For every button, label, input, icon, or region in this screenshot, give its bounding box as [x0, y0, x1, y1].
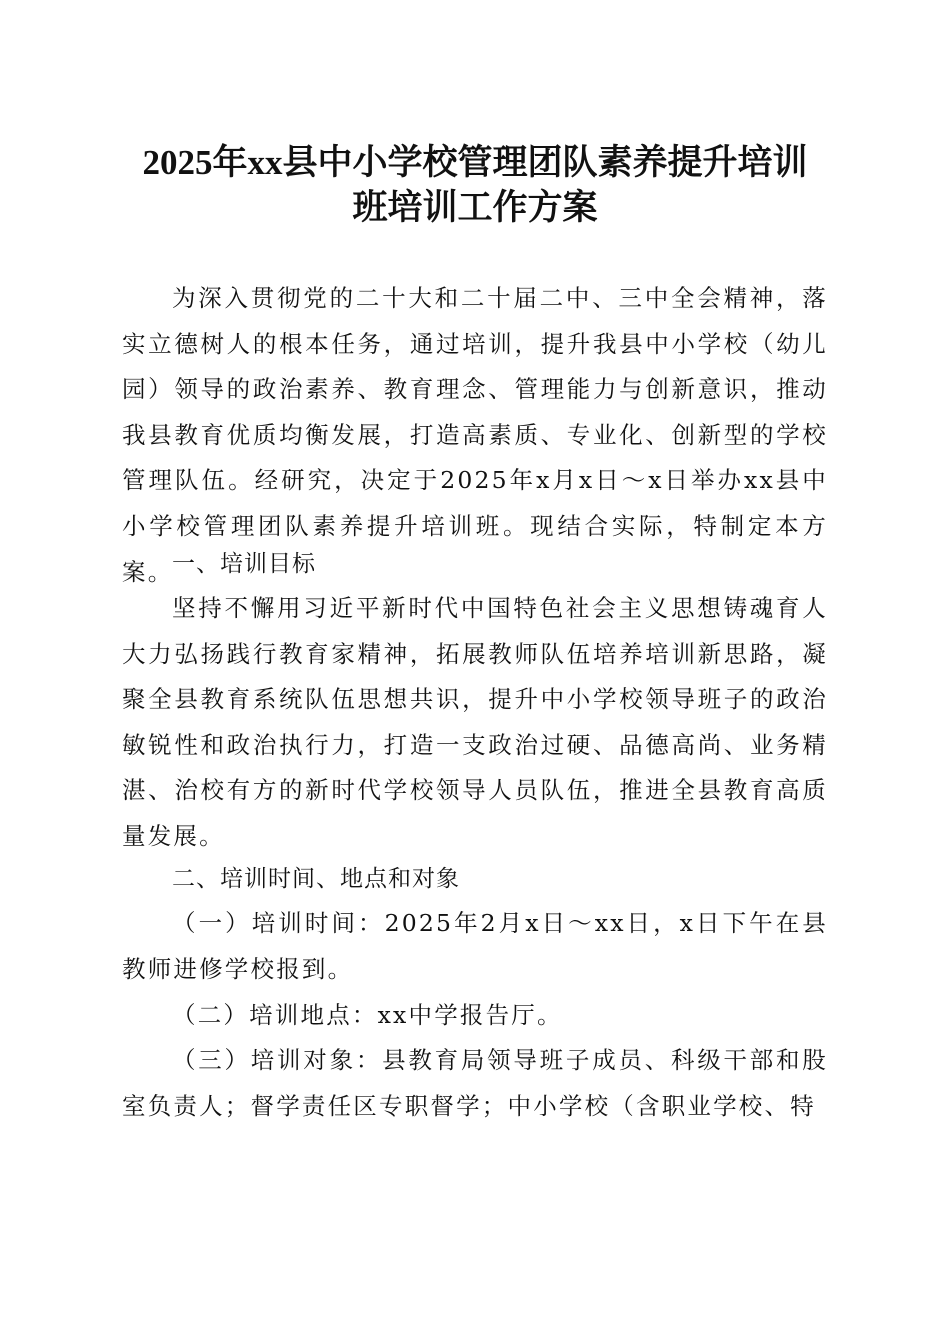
training-participants-paragraph: （三）培训对象：县教育局领导班子成员、科级干部和股室负责人；督学责任区专职督学；中小学校（含职业学校、特 — [122, 1046, 828, 1120]
section-1-heading: 一、培训目标 — [172, 551, 316, 577]
intro-paragraph: 为深入贯彻党的二十大和二十届二中、三中全会精神，落实立德树人的根本任务，通过培训，提升我县中小学校（幼儿园）领导的政治素养、教育理念、管理能力与创新意识，推动我县教育优质均衡发展，打造高素质、专业化、创新型的学校管理队伍。经研究，决定于2025年x月x日～x日举办xx县中小学校管理团队素养提升培训班。现结合实际，特制定本方案。 — [122, 284, 828, 586]
document-title-line-2: 班培训工作方案 — [352, 188, 598, 227]
training-location-paragraph: （二）培训地点：xx中学报告厅。 — [172, 1001, 563, 1029]
document-title-line-1: 2025年xx县中小学校管理团队素养提升培训 — [142, 143, 808, 182]
training-time-paragraph: （一）培训时间：2025年2月x日～xx日，x日下午在县教师进修学校报到。 — [122, 909, 828, 983]
section-2-heading: 二、培训时间、地点和对象 — [172, 866, 460, 892]
section-1-paragraph: 坚持不懈用习近平新时代中国特色社会主义思想铸魂育人大力弘扬践行教育家精神，拓展教师队伍培养培训新思路，凝聚全县教育系统队伍思想共识，提升中小学校领导班子的政治敏锐性和政治执行力，打造一支政治过硬、品德高尚、业务精湛、治校有方的新时代学校领导人员队伍，推进全县教育高质量发展。 — [122, 594, 828, 850]
